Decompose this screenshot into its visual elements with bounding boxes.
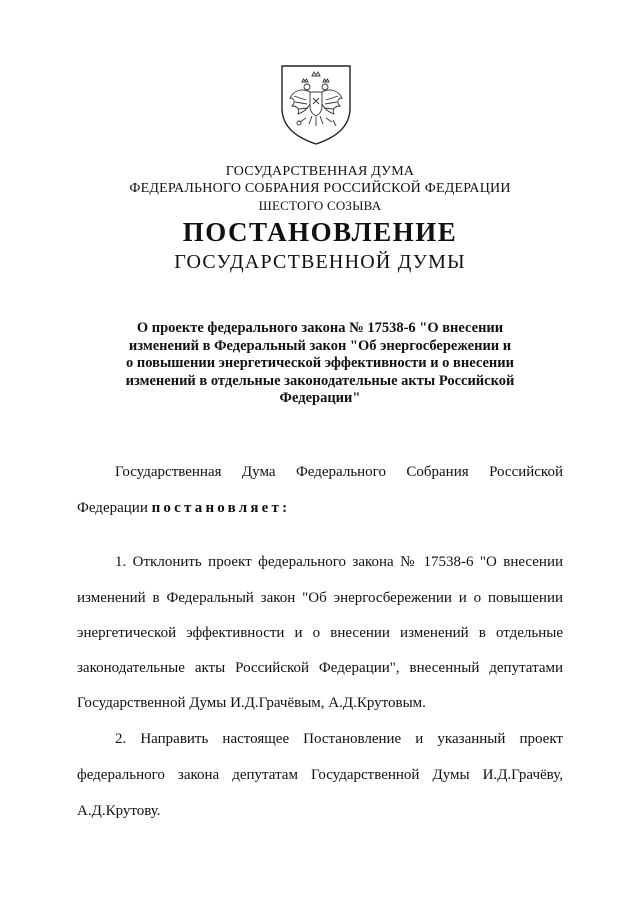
preamble-verb: постановляет: <box>151 500 291 516</box>
item1-line: энергетической эффективности и о внесении изменений в отдельные <box>77 625 563 641</box>
item1-line: изменений в Федеральный закон "Об энергосбережении и о повышении <box>77 590 563 606</box>
document-subtitle: ГОСУДАРСТВЕННОЙ ДУМЫ <box>174 251 466 273</box>
item1-line: Государственной Думы И.Д.Грачёвым, А.Д.Крутовым. <box>77 695 426 711</box>
document-title: ПОСТАНОВЛЕНИЕ <box>182 217 458 247</box>
document-subject <box>100 320 540 408</box>
preamble-line <box>77 497 563 519</box>
preamble-federation: Федерации <box>77 500 148 516</box>
subject-line: изменений в отдельные законодательные акты Российской <box>125 372 515 389</box>
item1-line: законодательные акты Российской Федерации", внесенный депутатами <box>77 660 563 676</box>
item1-line: 1. Отклонить проект федерального закона № 17538-6 "О внесении <box>115 554 563 570</box>
item2-line: 2. Направить настоящее Постановление и указанный проект <box>115 731 563 747</box>
header-line-assembly: ФЕДЕРАЛЬНОГО СОБРАНИЯ РОССИЙСКОЙ ФЕДЕРАЦИИ <box>129 181 511 196</box>
subject-line: изменений в Федеральный закон "Об энергосбережении и <box>128 337 512 354</box>
header-line-duma: ГОСУДАРСТВЕННАЯ ДУМА <box>225 164 415 179</box>
subject-line: о повышении энергетической эффективности и о внесении <box>126 355 514 372</box>
subject-line: О проекте федерального закона № 17538-6 "О внесении <box>136 320 504 336</box>
header-line-convocation: ШЕСТОГО СОЗЫВА <box>258 198 382 213</box>
coat-of-arms-icon <box>276 62 356 146</box>
item2-line: А.Д.Крутову. <box>77 803 161 819</box>
subject-line: Федерации" <box>279 390 361 407</box>
item2-line: федерального закона депутатам Государственной Думы И.Д.Грачёву, <box>77 767 563 783</box>
preamble-line: Государственная Дума Федерального Собрания Российской <box>115 464 563 480</box>
